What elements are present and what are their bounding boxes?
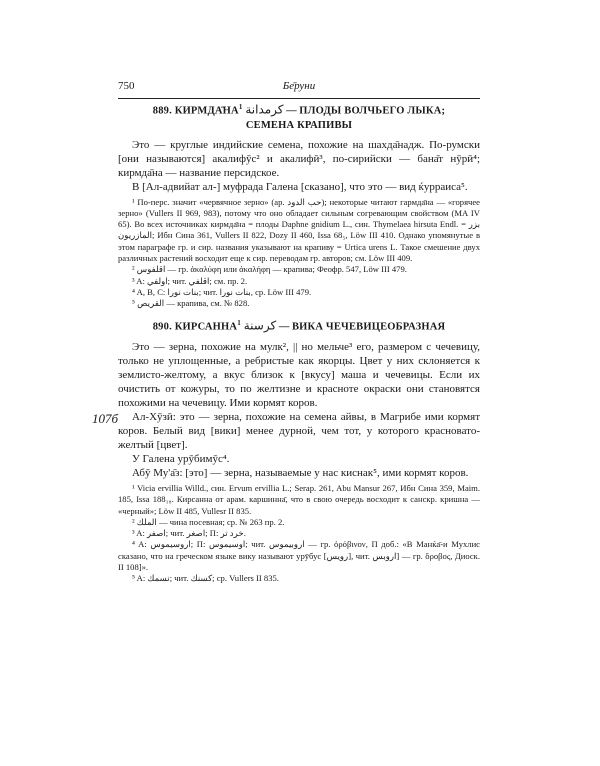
footnote: ² الملك — чина посевная; ср. № 263 пр. 2. [132,516,285,527]
article-heading: 889. $КИРМДА̄НА^1$ كرمدانة — ПЛОДЫ ВОЛЧЬЕГО ЛЫКА; [152,102,446,117]
body-paragraph: Абӯ Му'а̄з: [это] — зерна, называемые у нас киснак⁵, ими кормят коров. [132,466,469,479]
body-paragraph: В [Ал-адвийат ал-] муфрада Галена [сказано], что это — вид ќурраиса⁵. [132,180,468,193]
footnotes [118,483,480,585]
margin-folio-note: 107б [92,411,119,426]
running-title: Бе̄руни [282,80,316,92]
page-number: 750 [118,80,135,92]
article-heading: 890. КИРСАННА$^1$ كرسنة — ВИКА ЧЕЧЕВИЦЕОБРАЗНАЯ [152,318,446,333]
footnote: ³ A: اصفر; чит. اصغر; П: خرد تر. [132,528,246,539]
footnotes [118,197,480,310]
running-header [118,80,480,96]
body-paragraph: Это — зерна, похожие на мулк², || но мельче³ его, размером с чечевицу, только не уплощенные, а ребристые как якорцы. Цвет у них склоняется к землисто-желтому, а вкус близок к [вкусу] маша и чечевицы. Если их очистить от кожуры, то по желтизне и красноте окраски они становятся похожими на чечевицу. Ими кормят коров. [118,340,480,409]
footnote: ⁵ A: نسمك; чит. كسنك; ср. Vullers II 835. [132,573,279,584]
body-paragraph: Ал-Хӯзӣ: это — зерна, похожие на семена айвы, в Магрибе ими кормят коров. Белый вид [вики] менее дурной, чем тот, у которого красновато-желтый [цвет]. [118,410,480,451]
footnote: ² اقلفوس — гр. ἀκαλύφη или ἀκαλήφη — крапива; Феофр. 547, Löw III 479. [132,264,407,275]
footnote: ¹ По-перс. значит «червячное зерно» (ар. حب الدود); некоторые читают гармда̄на — «горячее зерно» (Vullers II 969, 983), потому что оно обладает сильным согревающим свойством (MA IV 65). Во всех источниках кирмда̄на = плоды Daphne gnidium L., син. Thymelaea hirsuta Endl. = بزر المازريون; Ибн Сина 361, Vullers II 822, Dozy II 460, Issa 68₅, Löw III 410. Однако упомянутые в этом параграфе гр. и сир. названия указывают на крапиву = Urtica urens L. Такое смешение двух различных растений восходит еще к сир. переводам гр. авторов; см. Löw III 409. [118,196,480,263]
arabic-headword: كرسنة [243,318,277,333]
footnote: ⁴ A: اروسيموس; П: اوسيموس; чит. اروبيموس — гр. ὀρόβινον, П доб.: «В Манќа̄-и Мухлис сказано, что на греческом языке вику называют урӯбус [رويس], чит. اروبس] — гр. ὄροβος, Диоск. II 108]». [118,539,480,573]
article-heading-line2: СЕМЕНА КРАПИВЫ [245,119,353,131]
article-889 [118,100,480,309]
arabic-headword: كرمدانة [245,102,284,117]
text-column [118,100,480,585]
body-paragraph: У Галена урӯбимӯс⁴. [132,452,230,465]
body-paragraph: Это — круглые индийские семена, похожие на шахда̄надж. По-румски [они называются] акалифӯс² и акалифӣ³, по-сирийски — бана̄т нӯрӣ⁴; кирмда̄на — название персидское. [118,138,480,179]
article-890 [118,316,480,584]
footnote: ⁴ A, B, C: بنات نورا; чит. بنات نورا, ср. Löw III 479. [132,286,312,297]
header-rule [118,98,480,99]
footnote: ³ A: اولفي; чит. اقلفي; см. пр. 2. [132,275,248,286]
footnote: ¹ Vicia ervillia Willd., син. Ervum ervillia L.; Serap. 261, Abu Mansur 267, Ибн Сина 359, Maim. 185, Issa 188₁₈. Кирсанна от арам. каршинна̄, что в свою очередь восходит к санскр. кришна — «черный»; Löw II 485, Vullesr II 835. [118,482,480,516]
footnote: ⁵ القريص — крапива, см. № 828. [132,298,250,309]
